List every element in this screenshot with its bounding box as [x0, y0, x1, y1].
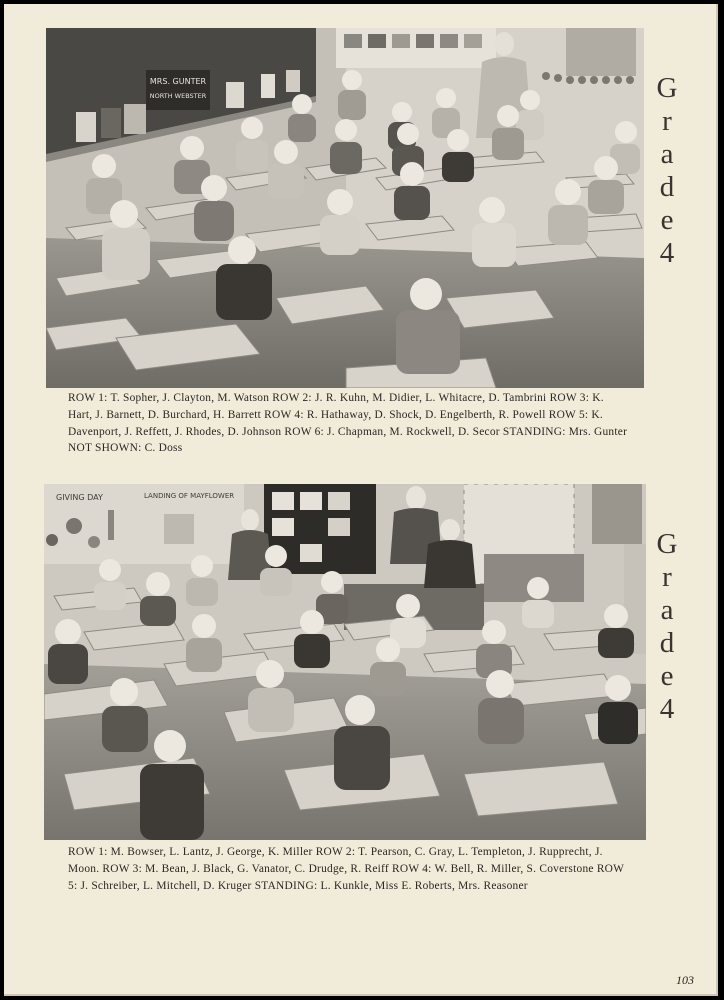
grade-label-letter: r — [662, 105, 672, 137]
grade-label-letter: G — [656, 528, 678, 560]
grade-label-letter: a — [660, 594, 674, 626]
caption-bottom: ROW 1: M. Bowser, L. Lantz, J. George, K. Miller ROW 2: T. Pearson, C. Gray, L. Templeton, J. Rupprecht, J. Moon. ROW 3: M. Bean, J. Black, G. Vanator, C. Drudge, R. Reiff ROW 4: W. Bell, R. Miller, S. Coverstone ROW 5: J. Schreiber, L. Mitchell, D. Kruger STANDING: L. Kunkle, Miss E. Roberts, Mrs. Reasoner — [68, 846, 624, 892]
svg-text:NORTH WEBSTER: NORTH WEBSTER — [149, 92, 207, 100]
bulletin-text: GIVING DAY — [56, 493, 103, 502]
grade-label-letter: d — [659, 627, 675, 659]
grade-label-letter: e — [660, 660, 674, 692]
chalkboard-sign: MRS. GUNTER — [149, 77, 207, 86]
grade-label-bottom — [652, 528, 682, 726]
grade-label-letter: d — [659, 171, 675, 203]
page-number: 103 — [676, 973, 694, 987]
class-photo-bottom — [44, 484, 646, 840]
classroom-photo-illustration — [46, 28, 644, 388]
classroom-photo-illustration — [44, 484, 646, 840]
grade-label-top — [652, 72, 682, 270]
grade-label-letter: r — [662, 561, 672, 593]
grade-label-letter: G — [656, 72, 678, 104]
grade-label-letter: e — [660, 204, 674, 236]
caption-top: ROW 1: T. Sopher, J. Clayton, M. Watson ROW 2: J. R. Kuhn, M. Didier, L. Whitacre, D. Tambrini ROW 3: K. Hart, J. Barnett, D. Burchard, H. Barrett ROW 4: R. Hathaway, D. Shock, D. Engelberth, R. Powell ROW 5: K. Davenport, J. Reffett, J. Rhodes, D. Johnson ROW 6: J. Chapman, M. Rockwell, D. Secor STANDING: Mrs. Gunter NOT SHOWN: C. Doss — [68, 392, 628, 455]
grade-label-letter: a — [660, 138, 674, 170]
bulletin-text: LANDING OF MAYFLOWER — [144, 492, 235, 500]
yearbook-page — [4, 4, 718, 996]
class-photo-top — [46, 28, 644, 388]
grade-label-letter: 4 — [659, 693, 675, 725]
grade-label-letter: 4 — [659, 237, 675, 269]
